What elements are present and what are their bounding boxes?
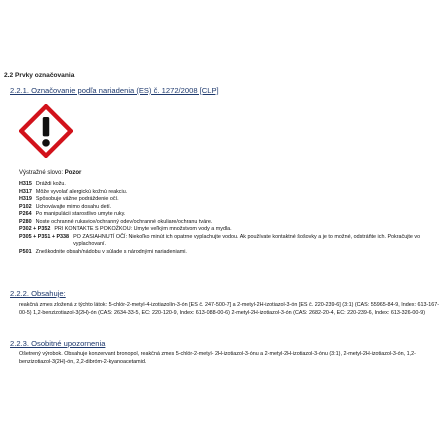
statement-row [19, 249, 444, 257]
statement-code: P305 + P351 + P338 [19, 233, 70, 240]
statement-code: P102 [19, 203, 32, 210]
statement-row [19, 234, 444, 249]
statement-text: Spôsobuje vážne podráždenie očí. [35, 196, 119, 202]
statement-text: Noste ochranné rukavice/ochranný odev/ochranné okuliare/ochranu tváre. [35, 218, 213, 225]
statement-row [19, 226, 444, 234]
section-title: 2.2 Prvky označovania [4, 72, 75, 79]
statement-text: Dráždi kožu. [35, 181, 66, 187]
hazard-statements-list [19, 181, 444, 256]
signal-word-label: Výstražné slovo: [19, 170, 64, 176]
statement-text: PO ZASIAHNUTÍ OČÍ: Niekoľko minút ich opatrne vyplachujte vodou. Ak používate kontaktné šošovky a je to možné, odstráňte ich. Pokračujte vo vyplachovaní. [73, 233, 421, 247]
statement-text: Po manipulácii starostlivo umyte ruky. [35, 211, 126, 217]
statement-row [19, 181, 444, 189]
statement-text: Uchovávajte mimo dosahu detí. [35, 203, 112, 210]
special-notes-text: Ošetrený výrobok. Obsahuje konzervant bronopol, reakčná zmes 5-chlór-2-metyl- 2H-izotiazol-3-ónu a 2-metyl-2H-izotiazol-3-ónu (3:1), 2-metyl-2H-izotiazol-3-ón, 1,2-benzizotiazol-3(2H)-ón, 2,2-dibróm-2-kyanoacetamid. [19, 351, 416, 365]
statement-code: P264 [19, 211, 32, 217]
statement-row [19, 196, 444, 204]
statement-code: H319 [19, 196, 32, 202]
statement-text: PRI KONTAKTE S POKOŽKOU: Umyte veľkým množstvom vody a mydla. [54, 226, 232, 232]
statement-text: Môže vyvolať alergickú kožnú reakciu. [35, 188, 128, 195]
statement-code: P501 [19, 248, 32, 255]
statement-code: H317 [19, 188, 32, 195]
statement-text: Zneškodnite obsah/nádobu v súlade s národnými nariadeniami. [35, 248, 187, 255]
statement-code: H315 [19, 181, 32, 187]
signal-word-line [19, 170, 81, 176]
statement-code: P280 [19, 218, 32, 225]
ghs07-exclamation-icon [19, 104, 73, 158]
labelling-heading: 2.2.1. Označovanie podľa nariadenia (ES) č. 1272/2008 [CLP] [10, 86, 219, 95]
signal-word: Pozor [64, 170, 82, 176]
statement-row [19, 211, 444, 219]
statement-row [19, 204, 444, 212]
statement-code: P302 + P352 [19, 226, 51, 232]
contents-heading: 2.2.2. Obsahuje: [10, 289, 66, 298]
special-notes-heading: 2.2.3. Osobitné upozornenia [10, 339, 106, 348]
statement-row [19, 219, 444, 227]
statement-row [19, 189, 444, 197]
contents-text: reakčná zmes zložená z týchto látok: 5-chlór-2-metyl-4-izotiazolín-3-ón [ES č. 247-500-7] a 2-metyl-2H-izotiazol-3-ón [ES č. 220-239-6] (3:1) (CAS: 55965-84-9, Index: 613-167-00-5) 1,2-benzizotiazol-3(2H)-ón (CAS: 2634-33-5, EC: 220-120-9, Index: 613-088-00-6) 2-metyl-2H-izotiazol-3-ón (CAS: 2682-20-4, EC: 220-239-6, Index: 613-326-00-9) [19, 302, 440, 316]
